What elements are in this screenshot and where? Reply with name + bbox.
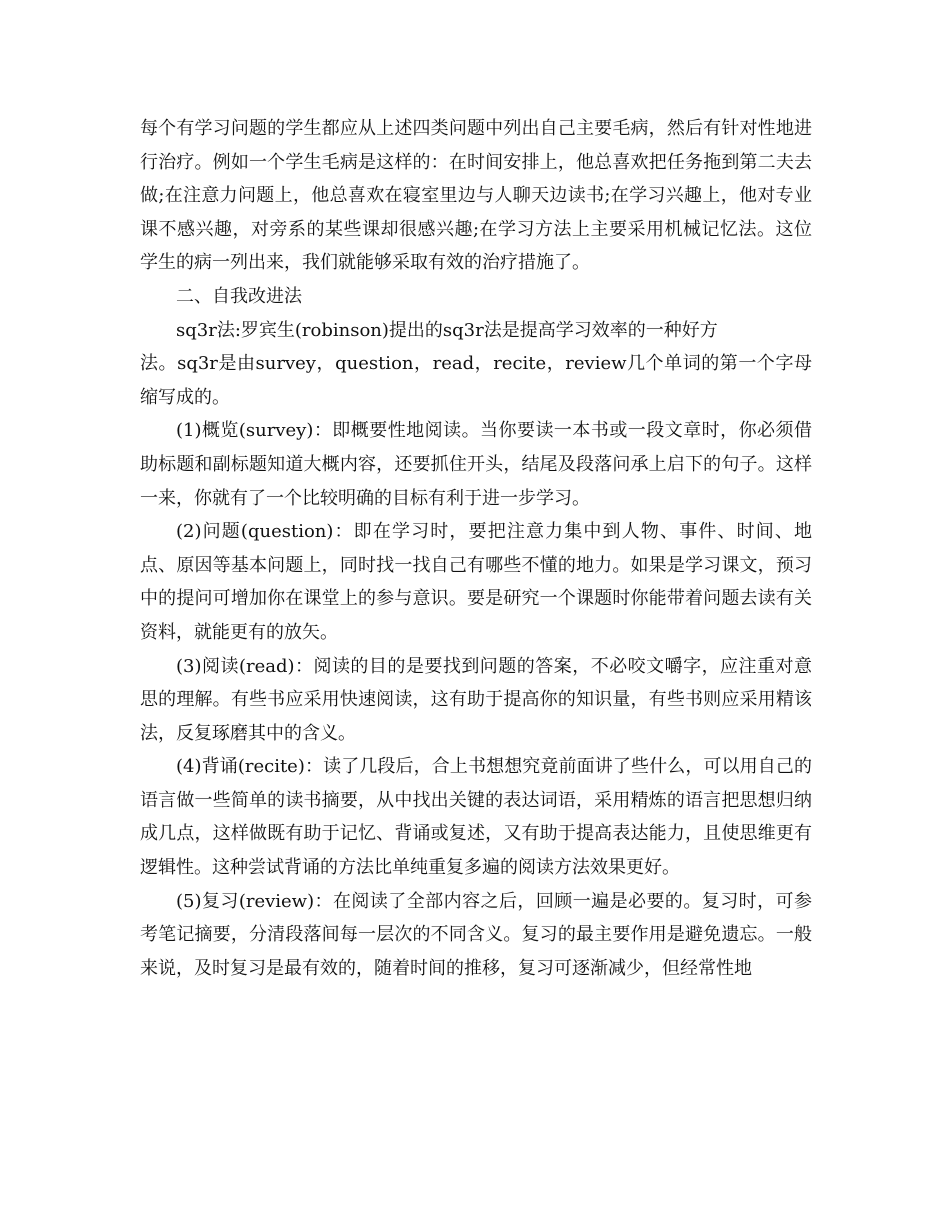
paragraph-sq3r-intro [140,314,812,415]
sq3r-intro-rest: 法。sq3r是由survey，question，read，recite，review几个单词的第一个字母缩写成的。 [140,353,812,408]
sq3r-intro-line1: sq3r法:罗宾生(robinson)提出的sq3r法是提高学习效率的一种好方 [176,319,718,341]
section-heading-self-improvement: 二、自我改进法 [176,285,302,307]
paragraph-survey: (1)概览(survey)：即概要性地阅读。当你要读一本书或一段文章时，你必须借助标题和副标题知道大概内容，还要抓住开头，结尾及段落问承上启下的句子。这样一来，你就有了一个比较明确的目标有利于进一步学习。 [140,420,812,509]
document-body [140,112,812,985]
paragraph-read: (3)阅读(read)：阅读的目的是要找到问题的答案，不必咬文嚼字，应注重对意思的理解。有些书应采用快速阅读，这有助于提高你的知识量，有些书则应采用精该法，反复琢磨其中的含义。 [140,655,812,744]
paragraph-diagnosis-example: 每个有学习问题的学生都应从上述四类问题中列出自己主要毛病，然后有针对性地进行治疗。例如一个学生毛病是这样的：在时间安排上，他总喜欢把任务拖到第二夫去做;在注意力问题上，他总喜欢在寝室里边与人聊天边读书;在学习兴趣上，他对专业课不感兴趣，对旁系的某些课却很感兴趣;在学习方法上主要采用机械记忆法。这位学生的病一列出来，我们就能够采取有效的治疗措施了。 [140,118,812,274]
paragraph-recite: (4)背诵(recite)：读了几段后，合上书想想究竟前面讲了些什么，可以用自己的语言做一些简单的读书摘要，从中找出关键的表达词语，采用精炼的语言把思想归纳成几点，这样做既有助于记忆、背诵或复述，又有助于提高表达能力，且使思维更有逻辑性。这种尝试背诵的方法比单纯重复多遍的阅读方法效果更好。 [140,756,812,879]
paragraph-review: (5)复习(review)：在阅读了全部内容之后，回顾一遍是必要的。复习时，可参考笔记摘要，分清段落间每一层次的不同含义。复习的最主要作用是避免遗忘。一般来说，及时复习是最有效的，随着时间的推移，复习可逐渐减少，但经常性地 [140,890,812,979]
paragraph-question: (2)问题(question)：即在学习时，要把注意力集中到人物、事件、时间、地点、原因等基本问题上，同时找一找自己有哪些不懂的地力。如果是学习课文，预习中的提问可增加你在课堂上的参与意识。要是研究一个课题时你能带着问题去读有关资料，就能更有的放矢。 [140,521,812,643]
